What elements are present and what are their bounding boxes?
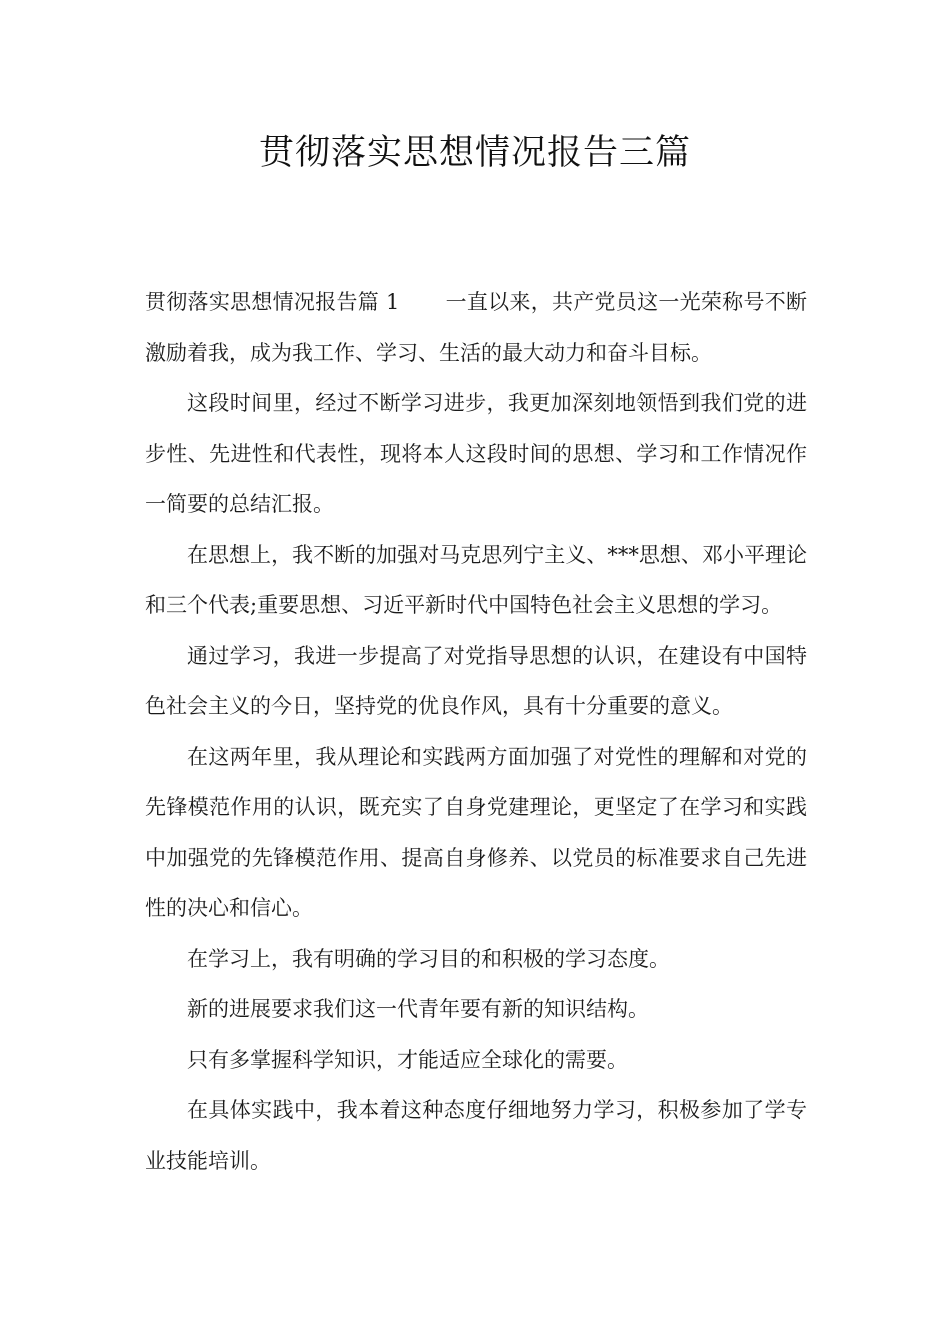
intro-text: 一直以来，共产党员这一光荣称号不断激励着我，成为我工作、学习、生活的最大动力和奋斗目标。 — [145, 290, 807, 365]
document-body — [145, 277, 807, 1186]
section-heading: 贯彻落实思想情况报告篇 1 — [145, 290, 400, 314]
paragraph-intro — [145, 277, 807, 378]
paragraph: 这段时间里，经过不断学习进步，我更加深刻地领悟到我们党的进步性、先进性和代表性，现将本人这段时间的思想、学习和工作情况作一简要的总结汇报。 — [145, 391, 807, 516]
paragraph: 在这两年里，我从理论和实践两方面加强了对党性的理解和对党的先锋模范作用的认识，既充实了自身党建理论，更坚定了在学习和实践中加强党的先锋模范作用、提高自身修养、以党员的标准要求自己先进性的决心和信心。 — [145, 744, 807, 920]
page-title: 贯彻落实思想情况报告三篇 — [258, 133, 691, 173]
paragraph: 在学习上，我有明确的学习目的和积极的学习态度。 — [187, 946, 670, 971]
paragraph: 只有多掌握科学知识，才能适应全球化的需要。 — [187, 1047, 628, 1072]
paragraph: 通过学习，我进一步提高了对党指导思想的认识，在建设有中国特色社会主义的今日，坚持党的优良作风，具有十分重要的意义。 — [145, 643, 807, 718]
paragraph: 新的进展要求我们这一代青年要有新的知识结构。 — [187, 997, 649, 1021]
paragraph: 在思想上，我不断的加强对马克思列宁主义、***思想、邓小平理论和三个代表;重要思想、习近平新时代中国特色社会主义思想的学习。 — [145, 542, 807, 617]
paragraph: 在具体实践中，我本着这种态度仔细地努力学习，积极参加了学专业技能培训。 — [145, 1098, 807, 1173]
